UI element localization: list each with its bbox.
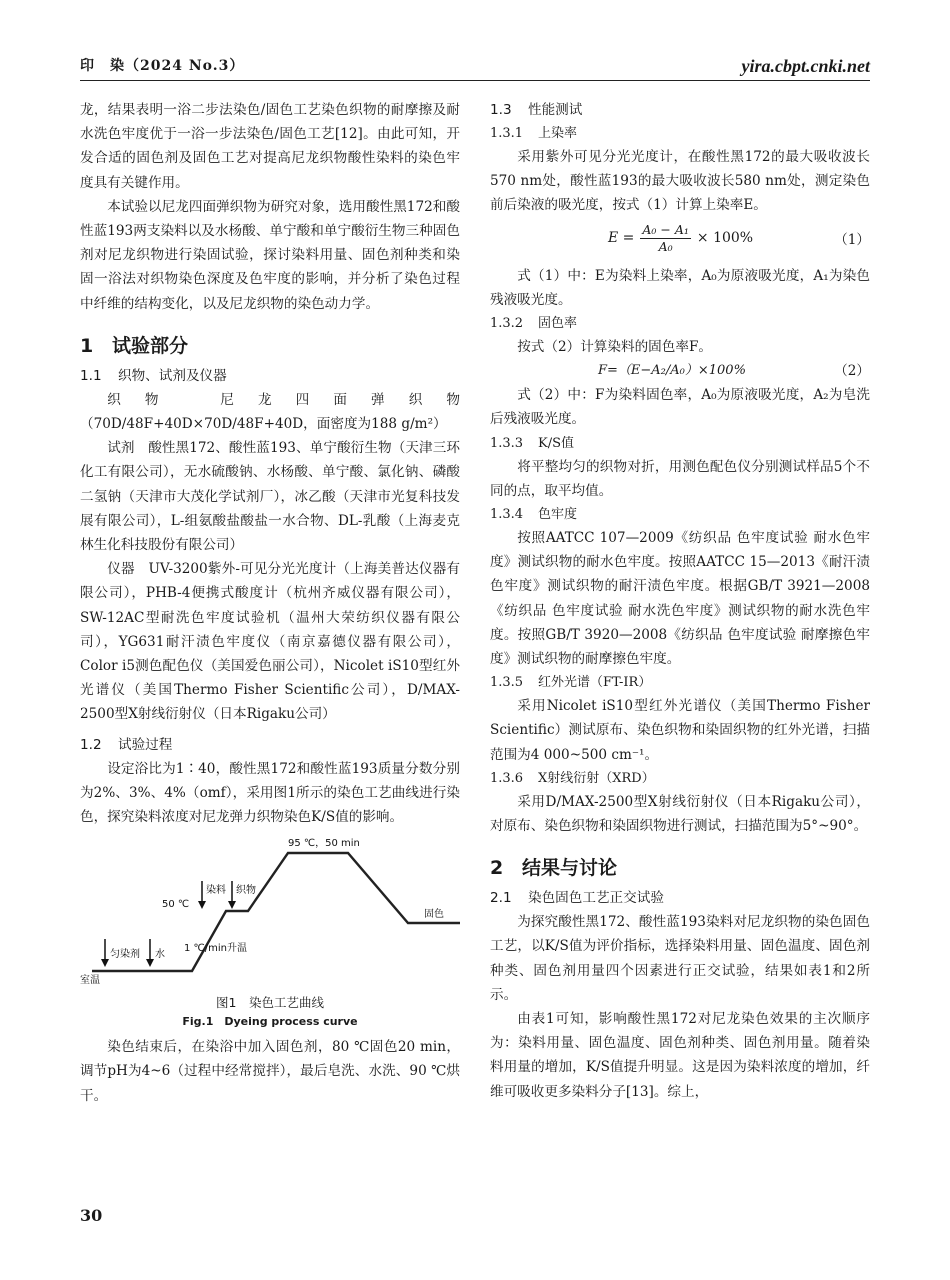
- equation-2-note: 式（2）中：F为染料固色率，A₀为原液吸光度，A₂为皂洗后残液吸光度。: [490, 387, 870, 428]
- page-number: 30: [80, 1206, 103, 1225]
- ks-paragraph: 将平整均匀的织物对折，用测色配色仪分别测试样品5个不同的点，取平均值。: [490, 458, 870, 499]
- intro-paragraph-1: 龙，结果表明一浴二步法染色/固色工艺染色织物的耐摩擦及耐水洗色牢度优于一浴一步法染色/固色工艺[12]。由此可知，开发合适的固色剂及固色工艺对提高尼龙织物酸性染料的染色牢度具有关键作用。: [80, 102, 460, 191]
- figure-1: [80, 835, 460, 1035]
- section-title: 性能测试: [528, 102, 583, 118]
- section-number: 1: [80, 334, 94, 357]
- running-header: [80, 52, 870, 81]
- fraction-denominator: A₀: [658, 238, 673, 254]
- right-column: [490, 98, 870, 1104]
- section-number: 1.3: [490, 102, 512, 118]
- section-number: 1.3.4: [490, 507, 524, 523]
- section-1-heading: [80, 332, 460, 360]
- section-number: 1.3.3: [490, 435, 524, 451]
- process-paragraph: 设定浴比为1∶40，酸性黑172和酸性蓝193质量分数分别为2%、3%、4%（omf），采用图1所示的染色工艺曲线进行染色，探究染料浓度对尼龙弹力织物染色K/S值的影响。: [80, 760, 460, 826]
- water-arrow-head: [146, 959, 154, 967]
- section-title: 固色率: [538, 316, 578, 332]
- leveler-arrow-head: [101, 959, 109, 967]
- equation-1-number: （1）: [834, 231, 870, 248]
- section-1-2-heading: [80, 733, 460, 757]
- fastness-paragraph: 按照AATCC 107—2009《纺织品 色牢度试验 耐水色牢度》测试织物的耐水色牢度。按照AATCC 15—2013《耐汗渍色牢度》测试织物的耐汗渍色牢度。根据GB/T 3921—2008《纺织品 色牢度试验 耐水洗色牢度》测试织物的耐水洗色牢度。按照GB/T 3920—2008《纺织品 色牢度试验 耐摩擦色牢度》测试织物的耐摩擦色牢度。: [490, 530, 870, 668]
- equation-1: [490, 218, 870, 264]
- section-number: 2: [490, 857, 504, 880]
- uptake-paragraph: 采用紫外可见分光光度计，在酸性黑172的最大吸收波长570 nm处，酸性蓝193的最大吸收波长580 nm处，测定染色前后染液的吸光度，按式（1）计算上染率E。: [490, 149, 870, 214]
- equation-2-body: F=（E−A₂/A₀）×100%: [598, 363, 746, 379]
- after-dyeing-paragraph: 染色结束后，在染浴中加入固色剂，80 ℃固色20 min，调节pH为4~6（过程中经常搅拌），最后皂洗、水洗、90 ℃烘干。: [80, 1039, 460, 1104]
- instrument-paragraph: 仪器 UV-3200紫外-可见分光光度计（上海美普达仪器有限公司），PHB-4便携式酸度计（杭州齐威仪器有限公司），SW-12AC型耐洗色牢度试验机（温州大荣纺织仪器有限公司），YG631耐汗渍色牢度仪（南京嘉德仪器有限公司），Color i5测色配色仪（美国爱色丽公司），Nicolet iS10型红外光谱仪（美国Thermo Fisher Scientific公司），D/MAX-2500型X射线衍射仪（日本Rigaku公司）: [80, 561, 460, 723]
- section-1-3-heading: [490, 98, 870, 122]
- section-title: 色牢度: [538, 507, 578, 523]
- section-title: 红外光谱（FT-IR）: [538, 675, 652, 691]
- temperature-curve: [92, 853, 460, 971]
- section-1-1-heading: [80, 364, 460, 388]
- step-temperature-label: 50 ℃: [162, 899, 190, 911]
- xrd-paragraph: 采用D/MAX-2500型X射线衍射仪（日本Rigaku公司），对原布、染色织物和染固织物进行测试，扫描范围为5°~90°。: [490, 793, 870, 835]
- figure-caption-cn: 图1 染色工艺曲线: [216, 995, 324, 1011]
- section-title: X射线衍射（XRD）: [538, 770, 655, 786]
- section-1-3-3-heading: [490, 432, 870, 455]
- section-1-3-2-heading: [490, 312, 870, 335]
- fraction-numerator: A₀ − A₁: [642, 221, 689, 237]
- intro-paragraph-2: 本试验以尼龙四面弹织物为研究对象，选用酸性黑172和酸性蓝193两支染料以及水杨酸、单宁酸和单宁酸衍生物三种固色剂对尼龙织物进行染固试验，探讨染料用量、固色剂种类和染固一浴法对织物染色深度及色牢度的影响，并分析了染色过程中纤维的结构变化，以及尼龙织物的染色动力学。: [80, 198, 460, 312]
- section-number: 1.2: [80, 736, 102, 753]
- section-2-heading: [490, 854, 870, 882]
- equation-1-rhs: × 100%: [696, 230, 754, 246]
- section-title: 结果与讨论: [522, 857, 618, 880]
- water-label: 水: [155, 949, 165, 961]
- fabric-label: 织物: [236, 885, 256, 897]
- heating-rate-label: 1 ℃/min升温: [184, 943, 247, 955]
- leveler-label: 匀染剂: [110, 949, 140, 961]
- equation-1-lhs: E =: [608, 230, 635, 246]
- dye-label: 染料: [206, 885, 226, 897]
- section-number: 1.3.2: [490, 316, 524, 332]
- section-title: K/S值: [538, 435, 574, 451]
- section-title: 试验过程: [118, 736, 173, 753]
- fixation-label: 固色: [424, 909, 444, 921]
- room-temperature-label: 室温: [80, 975, 100, 986]
- dyeing-process-curve: [80, 835, 460, 985]
- figure-caption-en: Fig.1 Dyeing process curve: [182, 1015, 358, 1029]
- ftir-paragraph: 采用Nicolet iS10型红外光谱仪（美国Thermo Fisher Scientific）测试原布、染色织物和染固织物的红外光谱，扫描范围为4 000~500 cm⁻¹。: [490, 698, 870, 763]
- dye-arrow-head: [198, 901, 206, 909]
- section-number: 1.3.1: [490, 126, 524, 141]
- orthogonal-paragraph-1: 为探究酸性黑172、酸性蓝193染料对尼龙织物的染色固色工艺，以K/S值为评价指标，选择染料用量、固色温度、固色剂种类、固色剂用量四个因素进行正交试验，结果如表1和2所示。: [490, 914, 870, 1003]
- section-title: 上染率: [538, 126, 578, 141]
- fabric-arrow-head: [228, 901, 236, 909]
- section-number: 2.1: [490, 890, 512, 907]
- journal-website[interactable]: yira.cbpt.cnki.net: [741, 56, 870, 76]
- section-title: 染色固色工艺正交试验: [528, 890, 664, 907]
- equation-2: [490, 359, 870, 383]
- section-1-3-6-heading: [490, 767, 870, 790]
- fabric-paragraph: 织物 尼龙四面弹织物（70D/48F+40D×70D/48F+40D，面密度为188 g/m²）: [80, 391, 460, 433]
- section-1-3-1-heading: [490, 122, 870, 145]
- equation-2-number: （2）: [834, 363, 870, 380]
- equation-1-note: 式（1）中：E为染料上染率，A₀为原液吸光度，A₁为染色残液吸光度。: [490, 267, 870, 308]
- orthogonal-paragraph-2: 由表1可知，影响酸性黑172对尼龙染色效果的主次顺序为：染料用量、固色温度、固色剂种类、固色剂用量。随着染料用量的增加，K/S值提升明显。这是因为染料浓度的增加，纤维可吸收更多染料分子[13]。综上，: [490, 1011, 870, 1100]
- journal-name: 印 染（2024 No.3）: [80, 58, 245, 74]
- left-column: [80, 98, 460, 1108]
- section-title: 试验部分: [112, 334, 189, 357]
- section-number: 1.3.5: [490, 675, 524, 691]
- section-title: 织物、试剂及仪器: [118, 367, 227, 384]
- fixation-rate-paragraph: 按式（2）计算染料的固色率F。: [517, 339, 712, 356]
- section-1-3-4-heading: [490, 503, 870, 526]
- equation-1-fraction: [640, 222, 691, 255]
- section-number: 1.1: [80, 367, 102, 384]
- peak-label: 95 ℃，50 min: [288, 838, 360, 850]
- section-number: 1.3.6: [490, 770, 524, 786]
- reagent-paragraph: 试剂 酸性黑172、酸性蓝193、单宁酸衍生物（天津三环化工有限公司），无水硫酸钠、水杨酸、单宁酸、氯化钠、磷酸二氢钠（天津市大茂化学试剂厂），冰乙酸（天津市光复科技发展有限公司），L-组氨酸盐酸盐一水合物、DL-乳酸（上海麦克林生化科技股份有限公司）: [80, 440, 460, 554]
- section-2-1-heading: [490, 886, 870, 910]
- section-1-3-5-heading: [490, 671, 870, 694]
